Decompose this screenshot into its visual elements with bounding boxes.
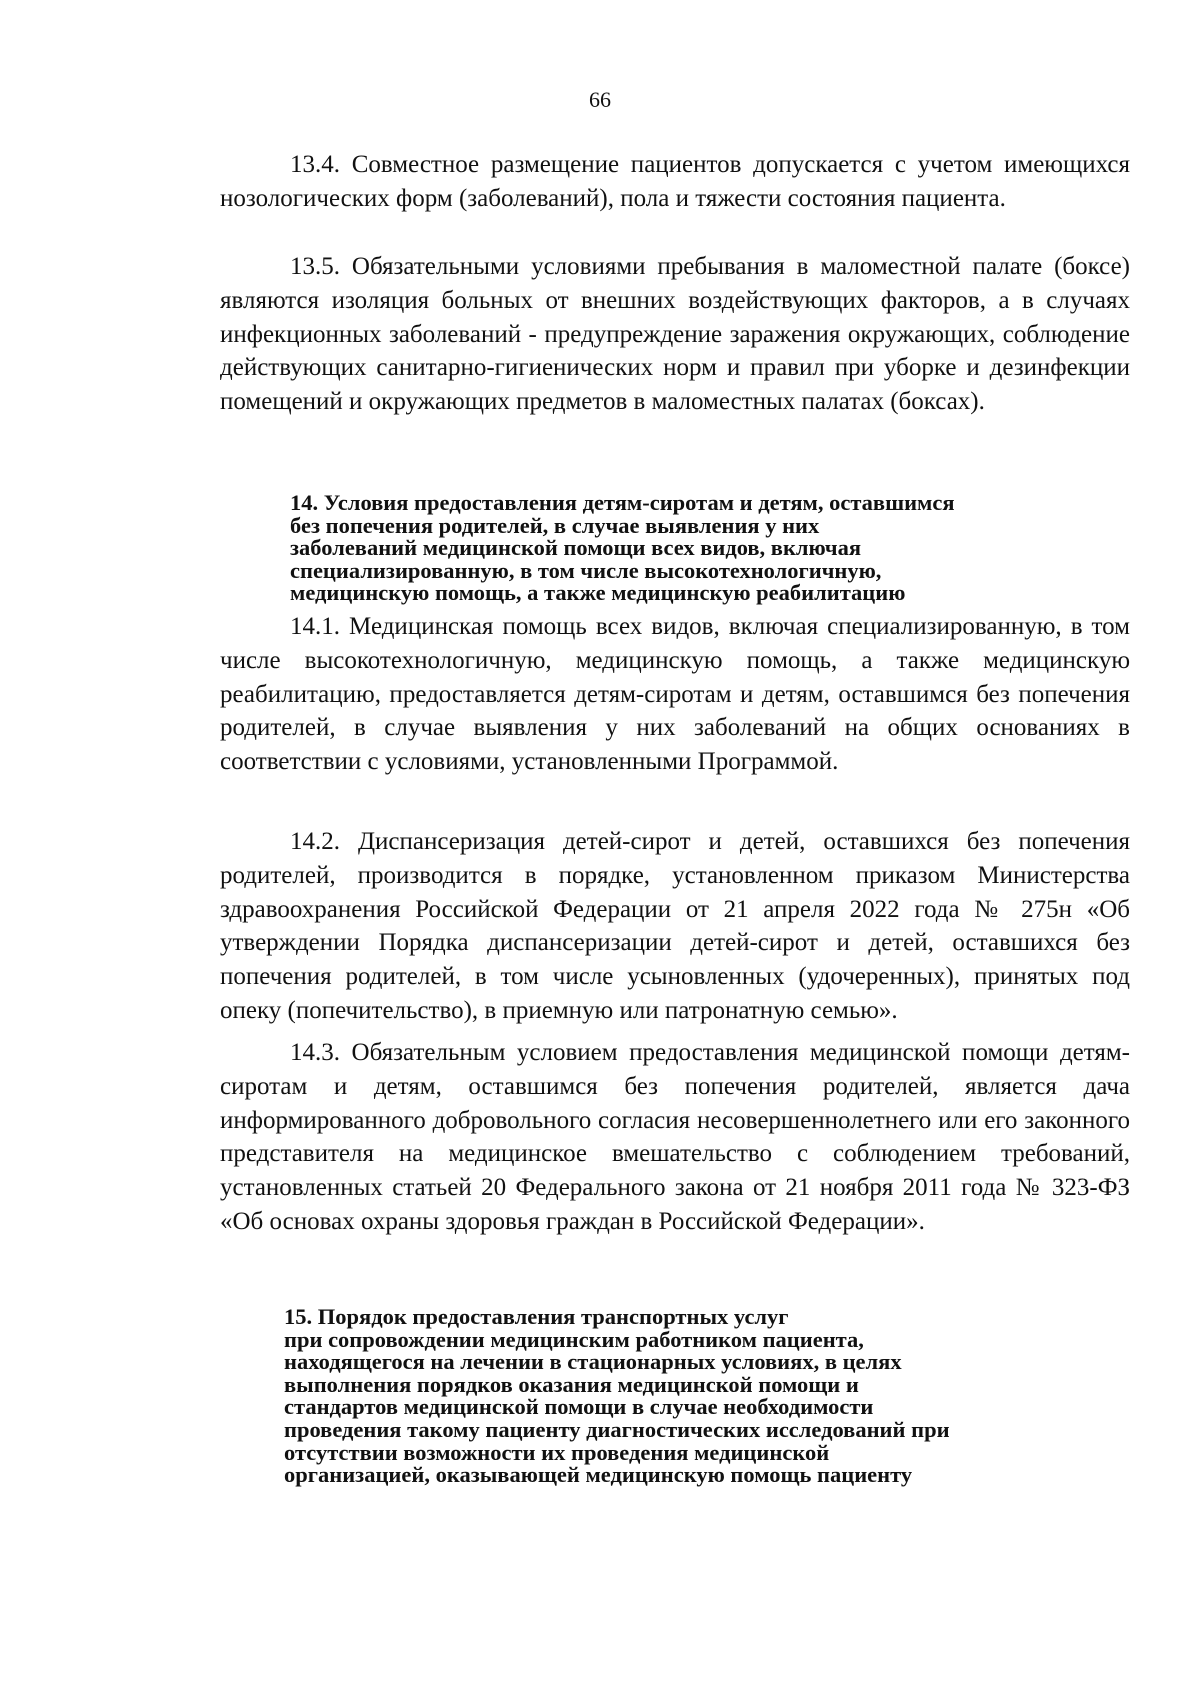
paragraph-14-2: 14.2. Диспансеризация детей-сирот и детей, оставшихся без попечения родителей, производится в порядке, установленном приказом Министерства здравоохранения Российской Федерации от 21 апреля 2022 года № 275н «Об утверждении Порядка диспансеризации детей-сирот и детей, оставшихся без попечения родителей, в том числе усыновленных (удочеренных), принятых под опеку (попечительство), в приемную или патронатную семью».	[220, 828, 1130, 1024]
section-heading-15: 15. Порядок предоставления транспортных услуг при сопровождении медицинским работником пациента, находящегося на лечении в стационарных условиях, в целях выполнения порядков оказания медицинской помощи и стандартов медицинской помощи в случае необходимости проведения такому пациенту диагностических исследований при отсутствии возможности их проведения медицинской организацией, оказывающей медицинскую помощь пациенту	[284, 1304, 950, 1488]
paragraph-14-3: 14.3. Обязательным условием предоставления медицинской помощи детям-сиротам и детям, оставшимся без попечения родителей, является дача информированного добровольного согласия несовершеннолетнего или его законного представителя на медицинское вмешательство с соблюдением требований, установленных статьей 20 Федерального закона от 21 ноября 2011 года № 323-ФЗ «Об основах охраны здоровья граждан в Российской Федерации».	[220, 1039, 1130, 1235]
section-heading-14: 14. Условия предоставления детям-сиротам и детям, оставшимся без попечения родителей, в случае выявления у них заболеваний медицинской помощи всех видов, включая специализированную, в том числе высокотехнологичную, медицинскую помощь, а также медицинскую реабилитацию	[290, 490, 955, 606]
paragraph-13-4: 13.4. Совместное размещение пациентов допускается с учетом имеющихся нозологических форм (заболеваний), пола и тяжести состояния пациента.	[220, 151, 1130, 212]
paragraph-13-5: 13.5. Обязательными условиями пребывания в маломестной палате (боксе) являются изоляция больных от внешних воздействующих факторов, а в случаях инфекционных заболеваний - предупреждение заражения окружающих, соблюдение действующих санитарно-гигиенических норм и правил при уборке и дезинфекции помещений и окружающих предметов в маломестных палатах (боксах).	[220, 253, 1130, 416]
page-number: 66	[589, 87, 611, 112]
paragraph-14-1: 14.1. Медицинская помощь всех видов, включая специализированную, в том числе высокотехнологичную, медицинскую помощь, а также медицинскую реабилитацию, предоставляется детям-сиротам и детям, оставшимся без попечения родителей, в случае выявления у них заболеваний на общих основаниях в соответствии с условиями, установленными Программой.	[220, 613, 1130, 776]
